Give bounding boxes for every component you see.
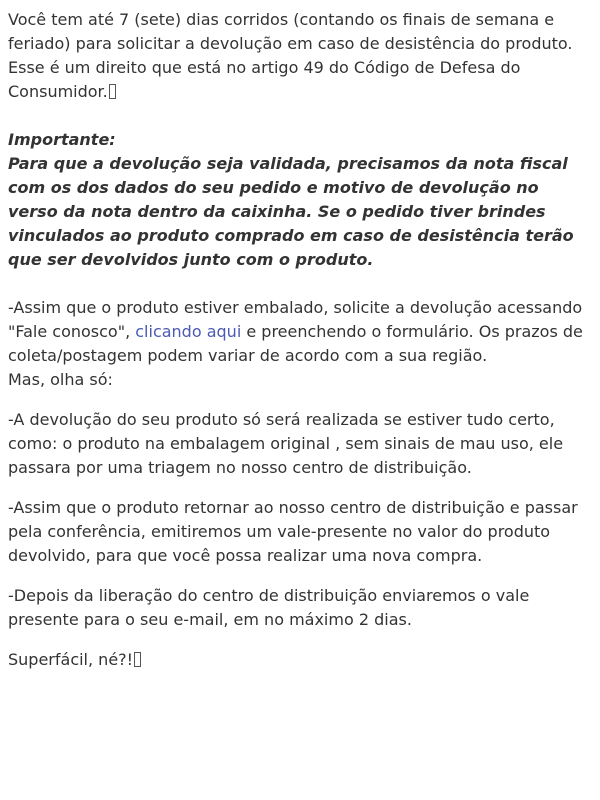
spacer: [8, 120, 588, 128]
closing-paragraph: [8, 648, 588, 672]
spacer: [8, 288, 588, 296]
missing-glyph-icon: [109, 84, 116, 99]
step-2-paragraph: -A devolução do seu produto só será realizada se estiver tudo certo, como: o produto na embalagem original , sem sinais de mau uso, ele passara por uma triagem no nosso centro de distribuição.: [8, 410, 564, 477]
important-notice: [8, 128, 588, 272]
step-1-followup: Mas, olha só:: [8, 370, 113, 389]
intro-text: Você tem até 7 (sete) dias corridos (contando os finais de semana e feriado) para solicitar a devolução em caso de desistência do produto. Esse é um direito que está no artigo 49 do Código de Defesa do Consumidor.: [8, 10, 573, 101]
article-body: [8, 8, 588, 688]
closing-text: Superfácil, né?!: [8, 650, 134, 669]
step-1-paragraph: [8, 296, 588, 368]
important-text: Para que a devolução seja validada, precisamos da nota fiscal com os dos dados do seu pedido e motivo de devolução no verso da nota dentro da caixinha. Se o pedido tiver brindes vinculados ao produto comprado em caso de desistência terão que ser devolvidos junto com o produto.: [8, 154, 574, 269]
contact-form-link[interactable]: clicando aqui: [135, 322, 242, 341]
intro-paragraph: [8, 8, 588, 104]
step-1-text-after: e preenchendo o formulário. Os prazos de coleta/postagem podem variar de acordo com a sua região.: [8, 322, 583, 365]
step-3-paragraph: -Assim que o produto retornar ao nosso centro de distribuição e passar pela conferência, emitiremos um vale-presente no valor do produto devolvido, para que você possa realizar uma nova compra.: [8, 498, 578, 565]
important-heading: Importante:: [8, 130, 116, 149]
missing-glyph-icon: [134, 652, 141, 667]
step-4-paragraph: -Depois da liberação do centro de distribuição enviaremos o vale presente para o seu e-mail, em no máximo 2 dias.: [8, 586, 530, 629]
step-1-text-before: -Assim que o produto estiver embalado, solicite a devolução acessando "Fale conosco",: [8, 298, 583, 341]
